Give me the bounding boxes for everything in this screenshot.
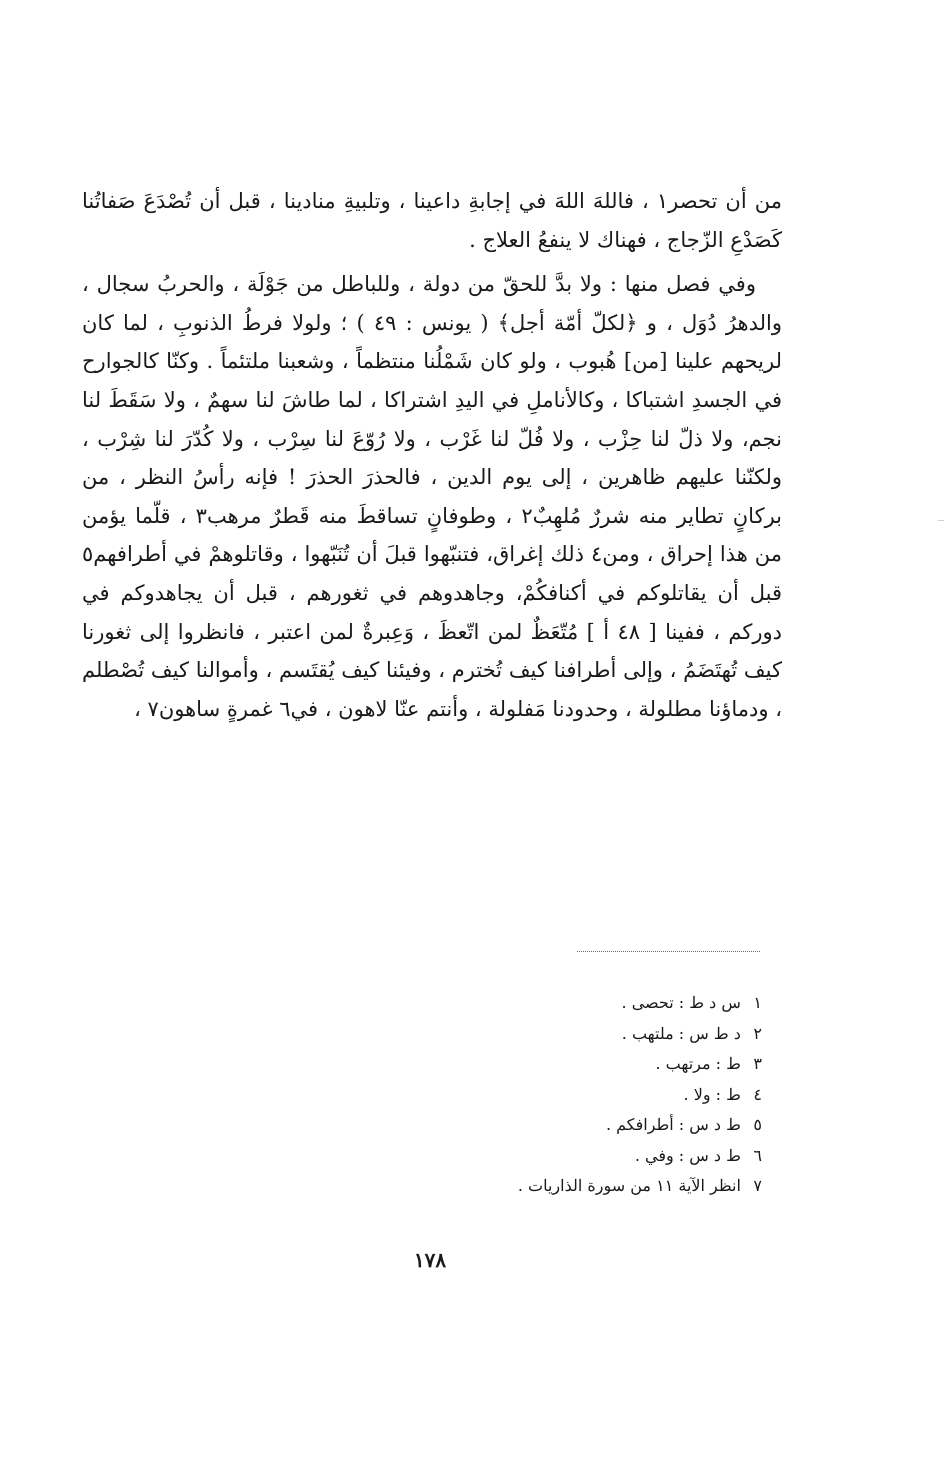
footnotes-list xyxy=(300,988,762,1202)
paragraph-1: من أن تحصر١ ، فاللهَ اللهَ في إجابةِ داعينا ، وتلبيةِ منادينا ، قبل أن تُصْدَعَ صَفاتُنا كَصَدْعِ الزّجاج ، فهناك لا ينفعُ العلاج . xyxy=(82,189,782,252)
footnote-text: ط د س : أطرافكم . xyxy=(605,1115,741,1134)
footnote-text: ط : ولا . xyxy=(683,1084,741,1104)
scan-edge-mark xyxy=(938,520,944,521)
footnote-text: ط د س : وفي . xyxy=(634,1145,741,1165)
footnote-number: ٧ xyxy=(753,1176,762,1195)
footnote-number: ٥ xyxy=(753,1115,762,1134)
footnote-number: ٦ xyxy=(753,1145,762,1165)
footnote-item xyxy=(300,1049,762,1080)
footnote-text: انظر الآية ١١ من سورة الذاريات . xyxy=(517,1176,741,1195)
footnote-item xyxy=(300,1171,762,1202)
page-number: ١٧٨ xyxy=(413,1248,447,1272)
footnote-number: ٤ xyxy=(753,1084,762,1104)
footnote-number: ١ xyxy=(753,993,762,1012)
footnote-text: د ط س : ملتهب . xyxy=(621,1023,741,1043)
footnote-text: ط : مرتهب . xyxy=(655,1054,741,1073)
footnote-item xyxy=(300,988,762,1019)
footnote-item xyxy=(300,1110,762,1141)
footnote-number: ٣ xyxy=(753,1054,762,1073)
footnote-item xyxy=(300,1019,762,1050)
main-text xyxy=(82,182,782,728)
footnote-item xyxy=(300,1141,762,1172)
footnote-number: ٢ xyxy=(753,1023,762,1043)
footnote-item xyxy=(300,1080,762,1111)
footnote-separator xyxy=(577,951,760,952)
footnote-text: س د ط : تحصى . xyxy=(621,993,741,1012)
paragraph-2: وفي فصل منها : ولا بدَّ للحقّ من دولة ، وللباطل من جَوْلَة ، والحربُ سجال ، والدهرُ دُوَل ، و ﴿لكلّ أمّة أجل﴾ ( يونس : ٤٩ ) ؛ ولولا فرطُ الذنوبِ ، لما كان لريحهم علينا [من] هُبوب ، ولو كان شَمْلُنا منتظماً ، وشعبنا ملتئماً . وكنّا كالجوارح في الجسدِ اشتباكا ، وكالأناملِ في اليدِ اشتراكا ، لما طاشَ لنا سهمٌ ، ولا سَقَطَ لنا نجم، ولا ذلّ لنا حِزْب ، ولا فُلّ لنا غَرْب ، ولا رُوّعَ لنا سِرْب ، ولا كُدّرَ لنا شِرْب ، ولكنّنا عليهم ظاهرين ، إلى يوم الدين ، فالحذرَ الحذرَ ! فإنه رأسُ النظر ، من بركانٍ تطاير منه شررٌ مُلهِبٌ٢ ، وطوفانٍ تساقطَ منه قَطرٌ مرهب٣ ، قلّما يؤمن من هذا إحراق ، ومن٤ ذلك إغراق، فتنبّهوا قبلَ أن تُنَبّهوا ، وقاتلوهمْ في أطرافهم٥ قبل أن يقاتلوكم في أكنافكُمْ، وجاهدوهم في ثغورهم ، قبل أن يجاهدوكم في دوركم ، ففينا [ ٤٨ أ ] مُتّعَظٌ لمن اتّعظَ ، وَعِبرةٌ لمن اعتبر ، فانظروا إلى ثغورنا كيف تُهتَضَمُ ، وإلى أطرافنا كيف تُخترم ، وفيئنا كيف يُقتَسم ، وأموالنا كيف تُصْطلم ، ودماؤنا مطلولة ، وحدودنا مَفلولة ، وأنتم عنّا لاهون ، في٦ غمرةٍ ساهون٧ ، xyxy=(82,272,783,721)
